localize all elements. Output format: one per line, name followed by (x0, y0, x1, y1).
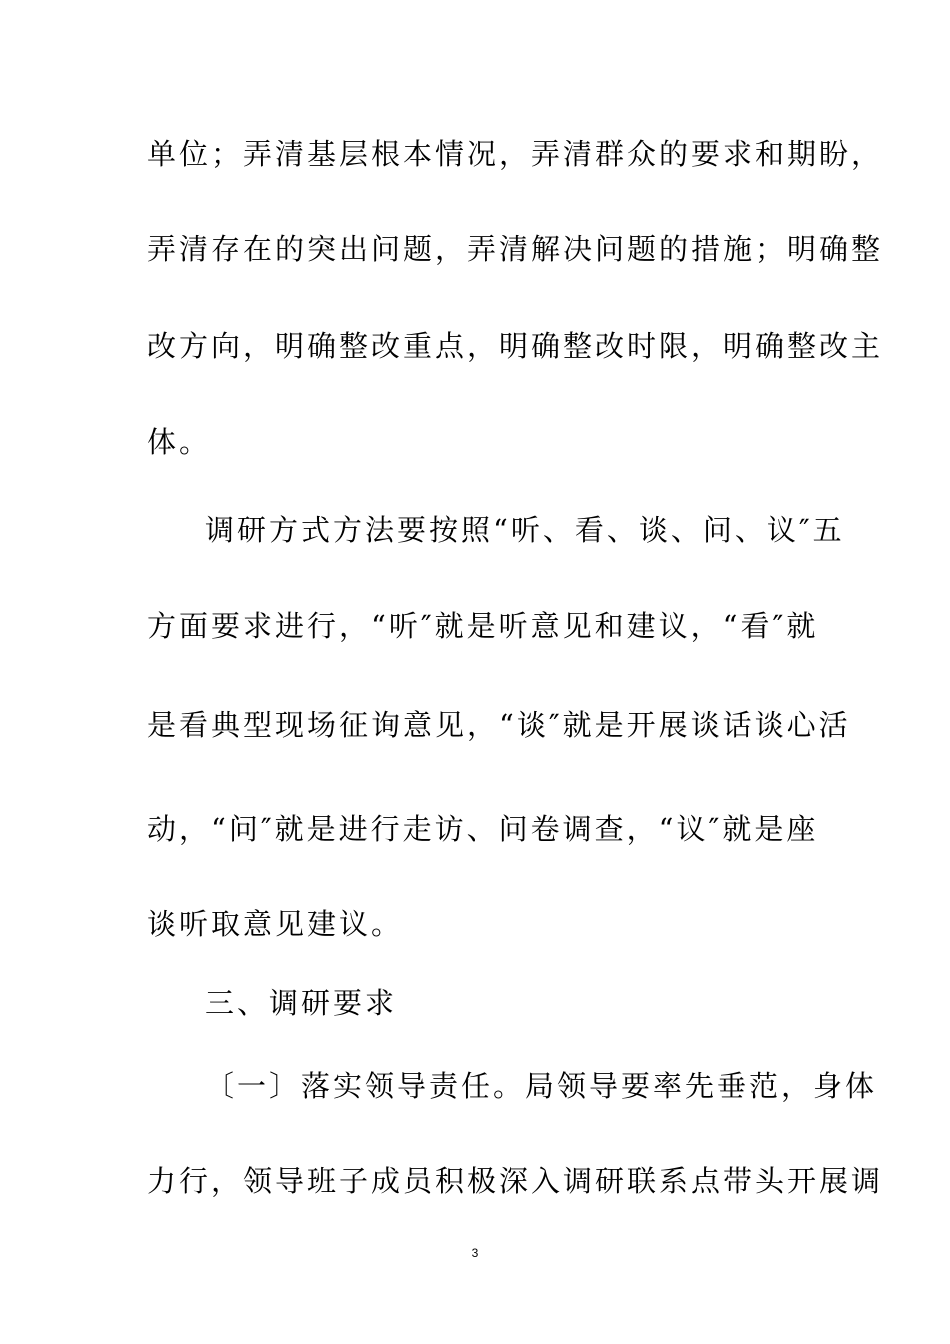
text-line: 动，“问″就是进行走访、问卷调查，“议″就是座 (147, 812, 819, 846)
text-line: 方面要求进行，“听″就是听意见和建议，“看″就 (147, 609, 819, 643)
text-line: 弄清存在的突出问题，弄清解决问题的措施；明确整 (147, 232, 884, 266)
text-line: 是看典型现场征询意见，“谈″就是开展谈话谈心活 (147, 708, 851, 742)
text-line: 单位；弄清基层根本情况，弄清群众的要求和期盼， (147, 137, 884, 171)
paragraph-first-line: 〔一〕落实领导责任。局领导要率先垂范，身体 (205, 1069, 878, 1103)
page-number: 3 (471, 1246, 479, 1260)
paragraph-first-line: 调研方式方法要按照“听、看、谈、问、议″五 (205, 513, 845, 547)
text-line: 改方向，明确整改重点，明确整改时限，明确整改主 (147, 329, 884, 363)
section-heading: 三、调研要求 (205, 986, 398, 1020)
text-line: 谈听取意见建议。 (147, 907, 404, 941)
text-line: 体。 (147, 425, 212, 459)
text-line: 力行，领导班子成员积极深入调研联系点带头开展调 (147, 1164, 884, 1198)
